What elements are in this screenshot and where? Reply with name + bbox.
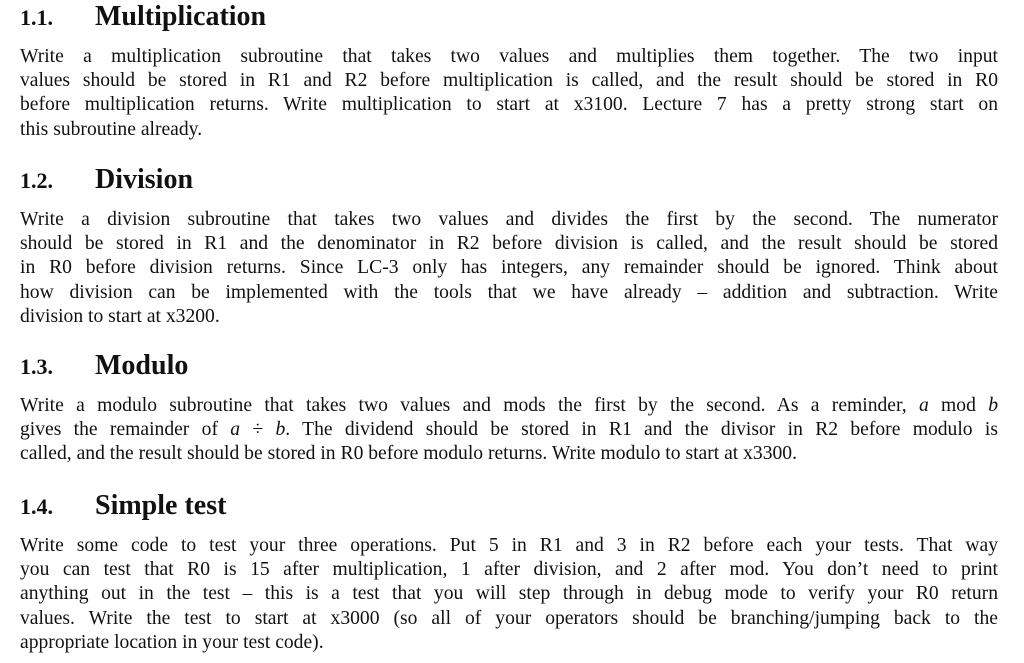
body-line: anything out in the test – this is a test that you will step through in debug mode to verify your R0 return xyxy=(20,583,998,605)
section-title: Simple test xyxy=(95,490,227,521)
body-line: you can test that R0 is 15 after multiplication, 1 after division, and 2 after mod. You don’t need to print xyxy=(20,559,998,581)
section-number: 1.1. xyxy=(20,5,53,30)
body-line: values. Write the test to start at x3000 (so all of your operators should be branching/jumping back to the xyxy=(20,607,998,629)
body-line: this subroutine already. xyxy=(20,118,203,140)
body-line: Write a division subroutine that takes two values and divides the first by the second. The numerator xyxy=(20,209,998,230)
section-body xyxy=(20,45,998,142)
section-heading xyxy=(20,491,998,522)
section-modulo xyxy=(20,351,998,467)
body-line: Write a modulo subroutine that takes two values and mods the first by the second. As a reminder, a mod b xyxy=(20,395,998,416)
section-body xyxy=(20,208,998,329)
body-line: appropriate location in your test code). xyxy=(20,631,324,653)
body-line: division to start at x3200. xyxy=(20,305,220,327)
section-body xyxy=(20,394,998,467)
section-title: Modulo xyxy=(95,350,189,381)
section-number: 1.2. xyxy=(20,168,53,193)
section-heading xyxy=(20,351,998,382)
section-number: 1.3. xyxy=(20,354,53,379)
section-title: Multiplication xyxy=(95,1,267,32)
section-division xyxy=(20,165,998,329)
section-simple-test xyxy=(20,491,998,655)
body-line: Write some code to test your three operations. Put 5 in R1 and 3 in R2 before each your tests. That way xyxy=(20,535,998,556)
section-heading xyxy=(20,165,998,196)
section-body xyxy=(20,534,998,655)
section-multiplication xyxy=(20,2,998,142)
section-number: 1.4. xyxy=(20,494,53,519)
body-line: gives the remainder of a ÷ b. The dividend should be stored in R1 and the divisor in R2 before modulo is xyxy=(20,419,998,441)
body-line: should be stored in R1 and the denominator in R2 before division is called, and the result should be stored xyxy=(20,233,998,255)
body-line: before multiplication returns. Write multiplication to start at x3100. Lecture 7 has a pretty strong start on xyxy=(20,94,998,116)
section-title: Division xyxy=(95,164,194,195)
body-line: called, and the result should be stored in R0 before modulo returns. Write modulo to start at x3300. xyxy=(20,443,797,465)
body-line: in R0 before division returns. Since LC-3 only has integers, any remainder should be ignored. Think about xyxy=(20,257,998,279)
body-line: Write a multiplication subroutine that takes two values and multiplies them together. The two input xyxy=(20,46,998,67)
body-line: values should be stored in R1 and R2 before multiplication is called, and the result should be stored in R0 xyxy=(20,70,998,92)
section-heading xyxy=(20,2,998,33)
body-line: how division can be implemented with the tools that we have already – addition and subtraction. Write xyxy=(20,281,998,303)
